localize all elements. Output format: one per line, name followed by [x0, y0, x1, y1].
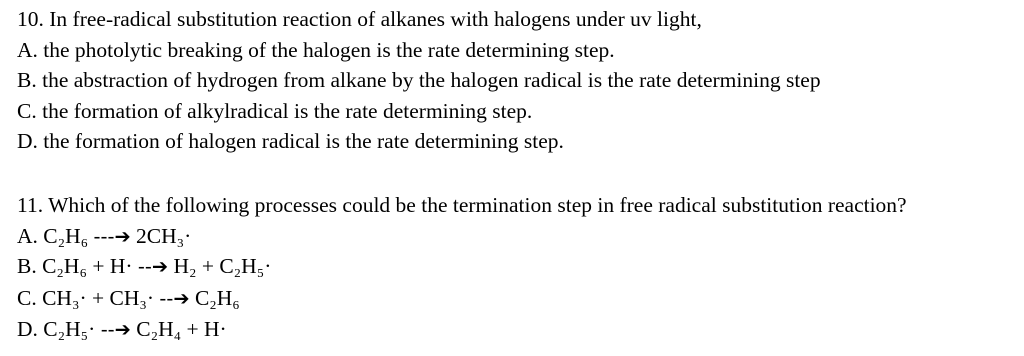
- question-11-text: 11. Which of the following processes could be the termination step in free radical substitution reaction?: [17, 193, 907, 217]
- reaction-arrow: --➔: [137, 255, 169, 278]
- question-10-option-b: B. the abstraction of hydrogen from alkane by the halogen radical is the rate determining step: [17, 68, 821, 92]
- reaction-reactants: C₂H₆: [43, 224, 89, 248]
- option-label: B.: [17, 254, 37, 278]
- option-label: D.: [17, 317, 38, 341]
- option-label: C.: [17, 286, 37, 310]
- reaction-reactants: CH₃· + CH₃·: [42, 286, 155, 310]
- reaction-products: 2CH₃·: [136, 224, 192, 248]
- question-11-option-a: [17, 223, 191, 250]
- reaction-reactants: C₂H₆ + H·: [42, 254, 133, 278]
- reaction-arrow: --➔: [159, 287, 190, 310]
- option-label: A.: [17, 224, 38, 248]
- question-11-option-c: [17, 285, 240, 312]
- reaction-products: H₂ + C₂H₅·: [173, 254, 272, 278]
- reaction-reactants: C₂H₅·: [43, 317, 96, 341]
- reaction-arrow: ---➔: [93, 225, 131, 248]
- reaction-products: C₂H₆: [194, 286, 240, 310]
- question-11-option-d: [17, 316, 227, 343]
- question-10-text: 10. In free-radical substitution reaction of alkanes with halogens under uv light,: [17, 7, 702, 31]
- question-10-option-a: A. the photolytic breaking of the halogen is the rate determining step.: [17, 38, 615, 62]
- question-10-option-d: D. the formation of halogen radical is the rate determining step.: [17, 129, 564, 153]
- reaction-products: C₂H₄ + H·: [136, 317, 227, 341]
- question-11-option-b: [17, 253, 271, 280]
- question-10-option-c: C. the formation of alkylradical is the rate determining step.: [17, 99, 533, 123]
- reaction-arrow: --➔: [100, 318, 131, 341]
